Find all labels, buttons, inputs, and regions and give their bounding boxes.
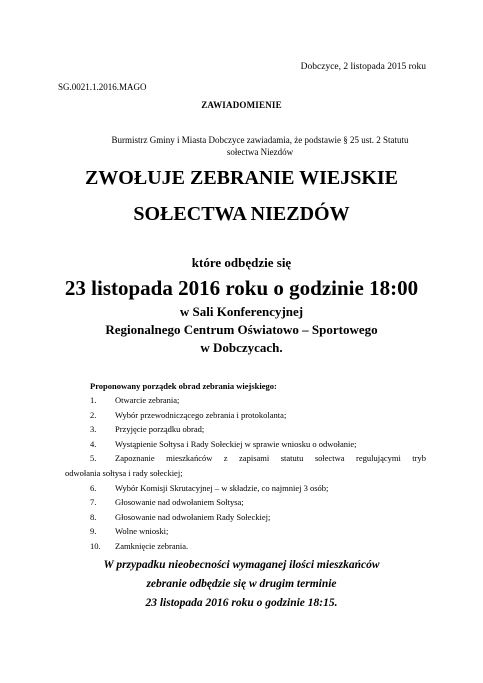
agenda-item-text: Głosowanie nad odwołaniem Sołtysa; xyxy=(115,497,244,508)
agenda-list xyxy=(65,393,426,554)
document-title: ZAWIADOMIENIE xyxy=(201,100,282,110)
agenda-item-number: 5. xyxy=(90,453,97,464)
agenda-item-number: 2. xyxy=(90,409,97,420)
agenda-item-number: 3. xyxy=(90,424,97,435)
agenda-item xyxy=(90,524,426,539)
agenda-item xyxy=(90,451,426,466)
agenda-item-text: Zapoznanie mieszkańców z zapisami statutu sołectwa regulującymi tryb xyxy=(115,453,426,464)
meeting-intro: które odbędzie się xyxy=(191,255,292,270)
announcement-line-2: SOŁECTWA NIEZDÓW xyxy=(133,203,350,225)
agenda-item-number: 4. xyxy=(90,438,97,449)
agenda-item xyxy=(90,481,426,496)
agenda-item xyxy=(90,510,426,525)
meeting-place-3: w Dobczycach. xyxy=(200,340,283,355)
agenda-item xyxy=(90,495,426,510)
agenda-title: Proponowany porządek obrad zebrania wiejskiego: xyxy=(90,381,277,391)
agenda-item-text: Otwarcie zebrania; xyxy=(115,395,180,405)
intro-line-1: Burmistrz Gminy i Miasta Dobczyce zawiadamia, że podstawie § 25 ust. 2 Statutu xyxy=(111,135,409,145)
footer-line-3: 23 listopada 2016 roku o godzinie 18:15. xyxy=(145,597,338,609)
footer-line-2: zebranie odbędzie się w drugim terminie xyxy=(146,578,337,590)
intro-line-2: sołectwa Niezdów xyxy=(226,147,294,157)
agenda-item-number: 9. xyxy=(90,526,97,537)
agenda-item-number: 7. xyxy=(90,497,97,508)
agenda-item-number: 8. xyxy=(90,511,97,522)
agenda-item-continuation: odwołania sołtysa i rady sołeckiej; xyxy=(65,467,183,478)
meeting-place-2: Regionalnego Centrum Oświatowo – Sportowego xyxy=(105,322,378,337)
agenda-item-text: Wybór przewodniczącego zebrania i protokolanta; xyxy=(115,409,287,420)
agenda-item-text: Przyjęcie porządku obrad; xyxy=(115,424,205,435)
agenda-item xyxy=(90,393,426,408)
agenda-item xyxy=(90,437,426,452)
agenda-item-text: Wystąpienie Sołtysa i Rady Sołeckiej w sprawie wniosku o odwołanie; xyxy=(115,438,357,449)
announcement-line-1: ZWOŁUJE ZEBRANIE WIEJSKIE xyxy=(84,167,399,189)
meeting-place-1: w Sali Konferencyjnej xyxy=(179,304,304,319)
footer-line-1: W przypadku nieobecności wymaganej ilości mieszkańców xyxy=(103,559,380,571)
intro-paragraph xyxy=(110,134,410,158)
agenda-item-text: Głosowanie nad odwołaniem Rady Sołeckiej; xyxy=(115,511,271,522)
reference-number: SG.0021.1.2016.MAGO xyxy=(58,82,147,92)
agenda-item-number: 10. xyxy=(90,540,101,551)
agenda-item-text: Zamknięcie zebrania. xyxy=(115,540,189,551)
agenda-item-number: 1. xyxy=(90,395,97,405)
footer-notice xyxy=(0,556,483,613)
agenda-item xyxy=(90,408,426,423)
agenda-item-text: Wybór Komisji Skrutacyjnej – w składzie, co najmniej 3 osób; xyxy=(115,482,329,493)
agenda-item-text: Wolne wnioski; xyxy=(115,526,169,537)
agenda-item xyxy=(90,422,426,437)
agenda-item-number: 6. xyxy=(90,482,97,493)
agenda-item xyxy=(90,539,426,554)
meeting-datetime: 23 listopada 2016 roku o godzinie 18:00 xyxy=(64,276,419,300)
document-date: Dobczyce, 2 listopada 2015 roku xyxy=(300,62,426,72)
